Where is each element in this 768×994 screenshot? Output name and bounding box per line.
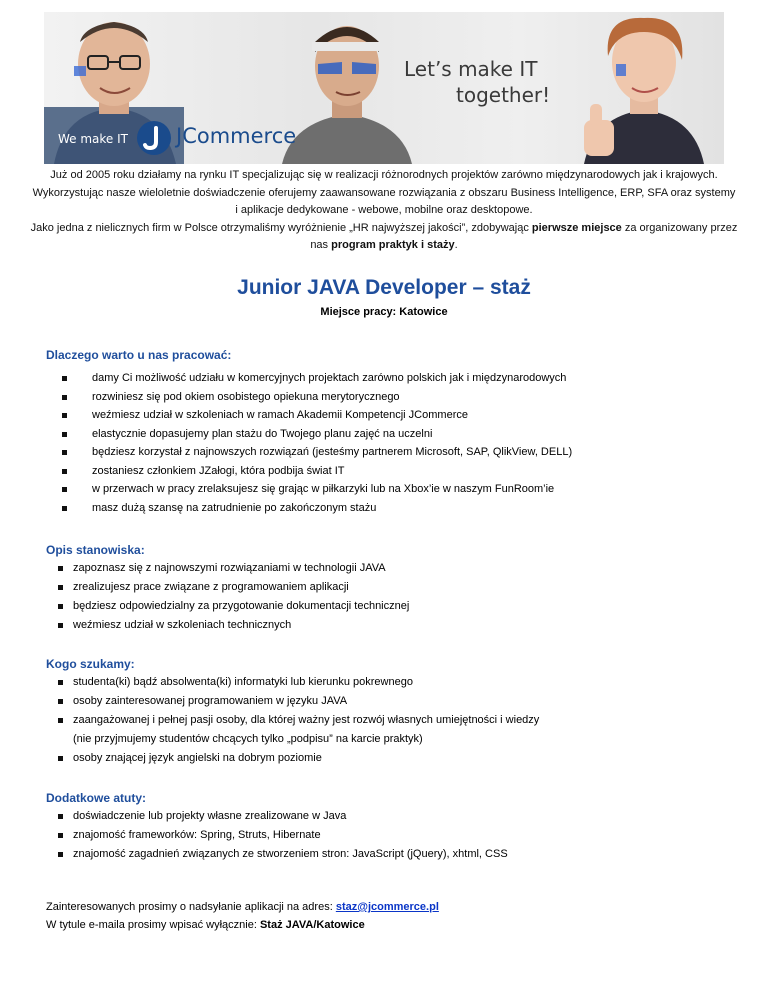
- intro-text: za organizowany przez nas: [310, 221, 738, 251]
- woman-photo: [564, 12, 724, 164]
- section-extra: [46, 791, 508, 864]
- job-title: Junior JAVA Developer – staż: [237, 276, 531, 299]
- jcommerce-logo-icon: [136, 120, 172, 156]
- subject-line: [46, 917, 439, 935]
- list-item: zapoznasz się z najnowszymi rozwiązaniami w technologii JAVA: [46, 559, 409, 578]
- company-intro: [30, 167, 738, 255]
- section-description: [46, 543, 409, 635]
- list-item: damy Ci możliwość udziału w komercyjnych projektach zarówno polskich jak i międzynarodowych: [46, 369, 572, 388]
- list-item: będziesz odpowiedzialny za przygotowanie dokumentacji technicznej: [46, 597, 409, 616]
- we-make-it-text: We make IT: [58, 132, 128, 146]
- list-item: zrealizujesz prace związane z programowaniem aplikacji: [46, 578, 409, 597]
- list-item: znajomość frameworków: Spring, Struts, Hibernate: [46, 826, 508, 845]
- section-heading: Dodatkowe atuty:: [46, 791, 147, 805]
- list-item: weźmiesz udział w szkoleniach technicznych: [46, 616, 409, 635]
- tagline-line2: together!: [456, 83, 551, 107]
- email-subject: Staż JAVA/Katowice: [259, 918, 365, 931]
- email-link[interactable]: staz@jcommerce.pl: [335, 901, 439, 913]
- tagline: [404, 56, 550, 108]
- intro-text: Jako jedna z nielicznych firm w Polsce otrzymaliśmy wyróżnienie „HR najwyższej jakości”, zdobywając: [30, 221, 532, 234]
- list-item: [46, 711, 539, 749]
- who-list: [46, 673, 539, 768]
- list-item: studenta(ki) bądź absolwenta(ki) informatyki lub kierunku pokrewnego: [46, 673, 539, 692]
- first-place-text: pierwsze miejsce: [531, 221, 622, 234]
- job-location: Miejsce pracy: Katowice: [320, 306, 448, 318]
- list-item: osoby zainteresowanej programowaniem w języku JAVA: [46, 692, 539, 711]
- list-item: rozwiniesz się pod okiem osobistego opiekuna merytorycznego: [46, 388, 572, 407]
- list-item: masz dużą szansę na zatrudnienie po zakończonym stażu: [46, 499, 572, 518]
- list-item: weźmiesz udział w szkoleniach w ramach Akademii Kompetencji JCommerce: [46, 406, 572, 425]
- description-list: [46, 559, 409, 635]
- list-item: znajomość zagadnień związanych ze stworzeniem stron: JavaScript (jQuery), xhtml, CSS: [46, 845, 508, 864]
- list-item-continuation: (nie przyjmujemy studentów chcących tylko „podpisu” na karcie praktyk): [73, 733, 423, 745]
- intro-text: .: [454, 239, 458, 251]
- section-heading: Opis stanowiska:: [46, 543, 145, 557]
- list-item: osoby znającej język angielski na dobrym poziomie: [46, 749, 539, 768]
- intro-paragraph-2: [30, 220, 738, 255]
- list-item: będziesz korzystał z najnowszych rozwiązań (jesteśmy partnerem Microsoft, SAP, QlikView, DELL): [46, 443, 572, 462]
- list-item: doświadczenie lub projekty własne zrealizowane w Java: [46, 807, 508, 826]
- man-headband-photo: [282, 12, 412, 164]
- section-heading: Dlaczego warto u nas pracować:: [46, 348, 232, 362]
- header-banner: [44, 12, 724, 164]
- application-info: [46, 899, 439, 934]
- why-list: [46, 369, 572, 517]
- subject-text: W tytule e-maila prosimy wpisać wyłącznie:: [46, 918, 260, 931]
- logo-text: JCommerce: [176, 124, 297, 148]
- list-item-text: zaangażowanej i pełnej pasji osoby, dla której ważny jest rozwój własnych umiejętności i wiedzy: [73, 714, 540, 726]
- list-item: w przerwach w pracy zrelaksujesz się grając w piłkarzyki lub na Xbox’ie w naszym FunRoom’ie: [46, 480, 572, 499]
- section-why: [46, 348, 572, 517]
- section-heading: Kogo szukamy:: [46, 657, 135, 671]
- extra-list: [46, 807, 508, 864]
- intro-paragraph-1: Już od 2005 roku działamy na rynku IT specjalizując się w realizacji różnorodnych projektów zarówno międzynarodowych jak i krajowych. Wykorzystując nasze wieloletnie doświadczenie oferujemy zaawansowane rozwiązania z obszaru Business Intelligence, ERP, SFA oraz systemy i aplikacje dedykowane - webowe, mobilne oraz desktopowe.: [32, 169, 736, 216]
- internship-program-text: program praktyk i staży: [331, 239, 455, 251]
- apply-text: Zainteresowanych prosimy o nadsyłanie aplikacji na adres:: [46, 901, 336, 913]
- section-who: [46, 657, 539, 768]
- tagline-line1: Let’s make IT: [404, 57, 538, 81]
- apply-line: [46, 899, 439, 917]
- list-item: elastycznie dopasujemy plan stażu do Twojego planu zajęć na uczelni: [46, 425, 572, 444]
- list-item: zostaniesz członkiem JZałogi, która podbija świat IT: [46, 462, 572, 481]
